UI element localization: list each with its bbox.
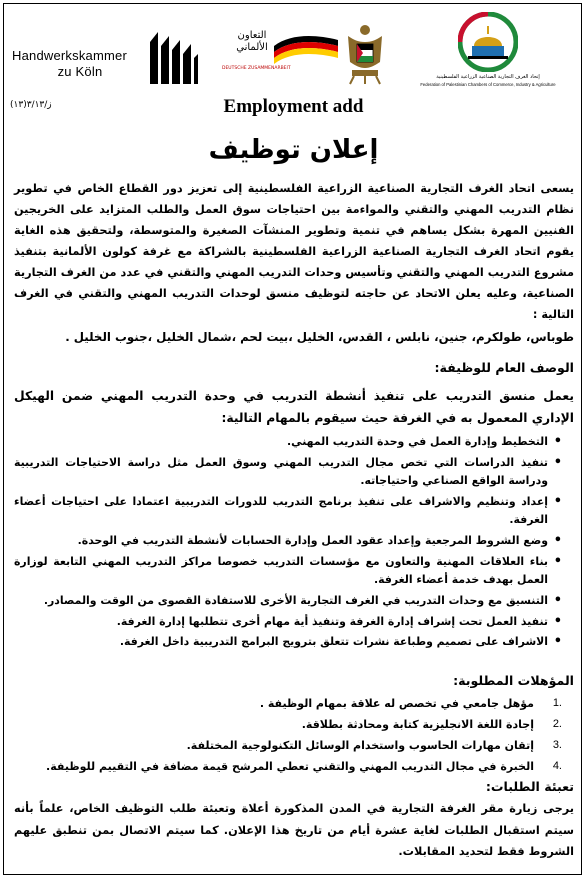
item-text: مؤهل جامعي في تخصص له علاقة بمهام الوظيفة .	[259, 697, 534, 710]
application-heading: تعبئة الطلبات:	[485, 779, 574, 794]
task-list	[14, 433, 562, 654]
german-cooperation-logo	[222, 30, 340, 82]
fpccia-arabic-name: إتحاد الغرف التجارية الصناعية الزراعية الفلسطينية	[436, 74, 540, 80]
item-number: 1.	[552, 697, 562, 709]
giz-arabic-text: التعاون الألماني	[236, 30, 268, 53]
list-item: • إعداد وتنظيم والاشراف على تنفيذ برنامج التدريب للدورات التدريبية اعتمادا على احتياجات أعضاء الغرفة.	[14, 493, 562, 530]
flag-wave-icon	[274, 32, 338, 66]
intro-paragraph: يسعى اتحاد الغرف التجارية الصناعية الزراعية الفلسطينية إلى تعزيز دور القطاع الخاص في تطوير نظام التدريب المهني والتقني والمواءمة بين احتياجات سوق العمل والطلب المتزايد على الخريجين الفنيين المهرة بشكل يساهم في تنمية وتطوير المنشآت الصغيرة والمتوسطة، ولتحقيق هذه الغاية يقوم اتحاد الغرف التجارية الصناعية الزراعية الفلسطينية بالشراكة مع غرفة كولون الألمانية بتنفيذ مشروع التدريب المهني والتقني وتأسيس وحدات التدريب المهني والتقني في عدد من الغرف التجارية الصناعية، وعليه يعلن الاتحاد عن حاجته لتوظيف منسق لوحدات التدريب المهني والتقني في الغرف التالية :	[14, 182, 574, 321]
general-description-text: يعمل منسق التدريب على تنفيذ أنشطة التدريب في وحدة التدريب المهني ضمن الهيكل الإداري المعمول به في الغرفة حيث سيقوم بالمهام التالية:	[14, 389, 574, 425]
title-english: Employment add	[223, 96, 364, 117]
fpccia-english-name: Federation of Palestinian Chambers of Commerce, Industry & Agriculture	[420, 82, 556, 87]
list-item: • التخطيط وإدارة العمل في وحدة التدريب المهني.	[14, 433, 562, 452]
list-item	[14, 714, 562, 735]
general-description-heading: الوصف العام للوظيفة:	[434, 360, 574, 375]
palestine-eagle-emblem-icon	[344, 22, 386, 86]
governorates-list: طوباس، طولكرم، جنين، نابلس ، القدس، الخليل ،بيت لحم ،شمال الخليل ،جنوب الخليل .	[65, 330, 574, 344]
reference-number: ز/٣/١٣(١٣)	[10, 100, 52, 110]
list-item: • الاشراف على تصميم وطباعة نشرات تتعلق بترويج البرامج التدريبية داخل الغرفة.	[14, 633, 562, 652]
list-item	[14, 693, 562, 714]
list-item: • تنفيذ العمل تحت إشراف إدارة الغرفة وتنفيذ أية مهام أخرى تتطلبها إدارة الغرفة.	[14, 613, 562, 632]
title-arabic: إعلان توظيف	[208, 135, 379, 165]
item-number: 3.	[552, 739, 562, 751]
list-item: • بناء العلاقات المهنية والتعاون مع مؤسسات التدريب خصوصا مراكز التدريب المهني التابعة لوزارة العمل بهدف خدمة أعضاء الغرفة.	[14, 553, 562, 590]
fpccia-logo	[400, 10, 576, 90]
list-item	[14, 735, 562, 756]
item-number: 4.	[552, 760, 562, 772]
list-item: • وضع الشروط المرجعية وإعداد عقود العمل وإدارة الحسابات لأنشطة التدريب في الوحدة.	[14, 532, 562, 551]
item-text: الخبرة في مجال التدريب المهني والتقني تعطي المرشح قيمة مضافة في التقييم للوظيفة.	[46, 760, 534, 773]
hwk-emblem-icon	[150, 32, 198, 84]
hwk-name-line2: zu Köln	[57, 64, 103, 79]
hwk-logo-text	[12, 48, 148, 80]
list-item	[14, 756, 562, 777]
fpccia-dome-emblem-icon	[458, 12, 518, 72]
hwk-name-line1: Handwerkskammer	[12, 48, 127, 63]
item-number: 2.	[552, 718, 562, 730]
qualifications-list	[14, 693, 562, 777]
list-item: • التنسيق مع وحدات التدريب في الغرف التجارية الأخرى للاستفادة القصوى من الوقت والمصادر.	[14, 592, 562, 611]
qualifications-heading: المؤهلات المطلوبة:	[453, 673, 574, 688]
logo-header	[10, 10, 576, 90]
item-text: إتقان مهارات الحاسوب واستخدام الوسائل التكنولوجية المختلفة.	[186, 739, 534, 752]
list-item: • تنفيذ الدراسات التي تخص مجال التدريب المهني وسوق العمل مثل دراسة الاحتياجات التدريبية ودراسة الواقع الصناعي واحتياجاته.	[14, 454, 562, 491]
giz-subtitle: DEUTSCHE ZUSAMMENARBEIT	[222, 66, 291, 71]
item-text: إجادة اللغة الانجليزية كتابة ومحادثة بطلاقة.	[301, 718, 534, 731]
application-text: يرجى زيارة مقر الغرفة التجارية في المدن المذكورة أعلاة وتعبئة طلب التوظيف الخاص، علماً بأنه سيتم استقبال الطلبات لغاية عشرة أيام من تاريخ هذا الإعلان. كما سيتم الاتصال بمن تنطبق عليهم الشروط فقط لتحديد المقابلات.	[14, 802, 574, 858]
